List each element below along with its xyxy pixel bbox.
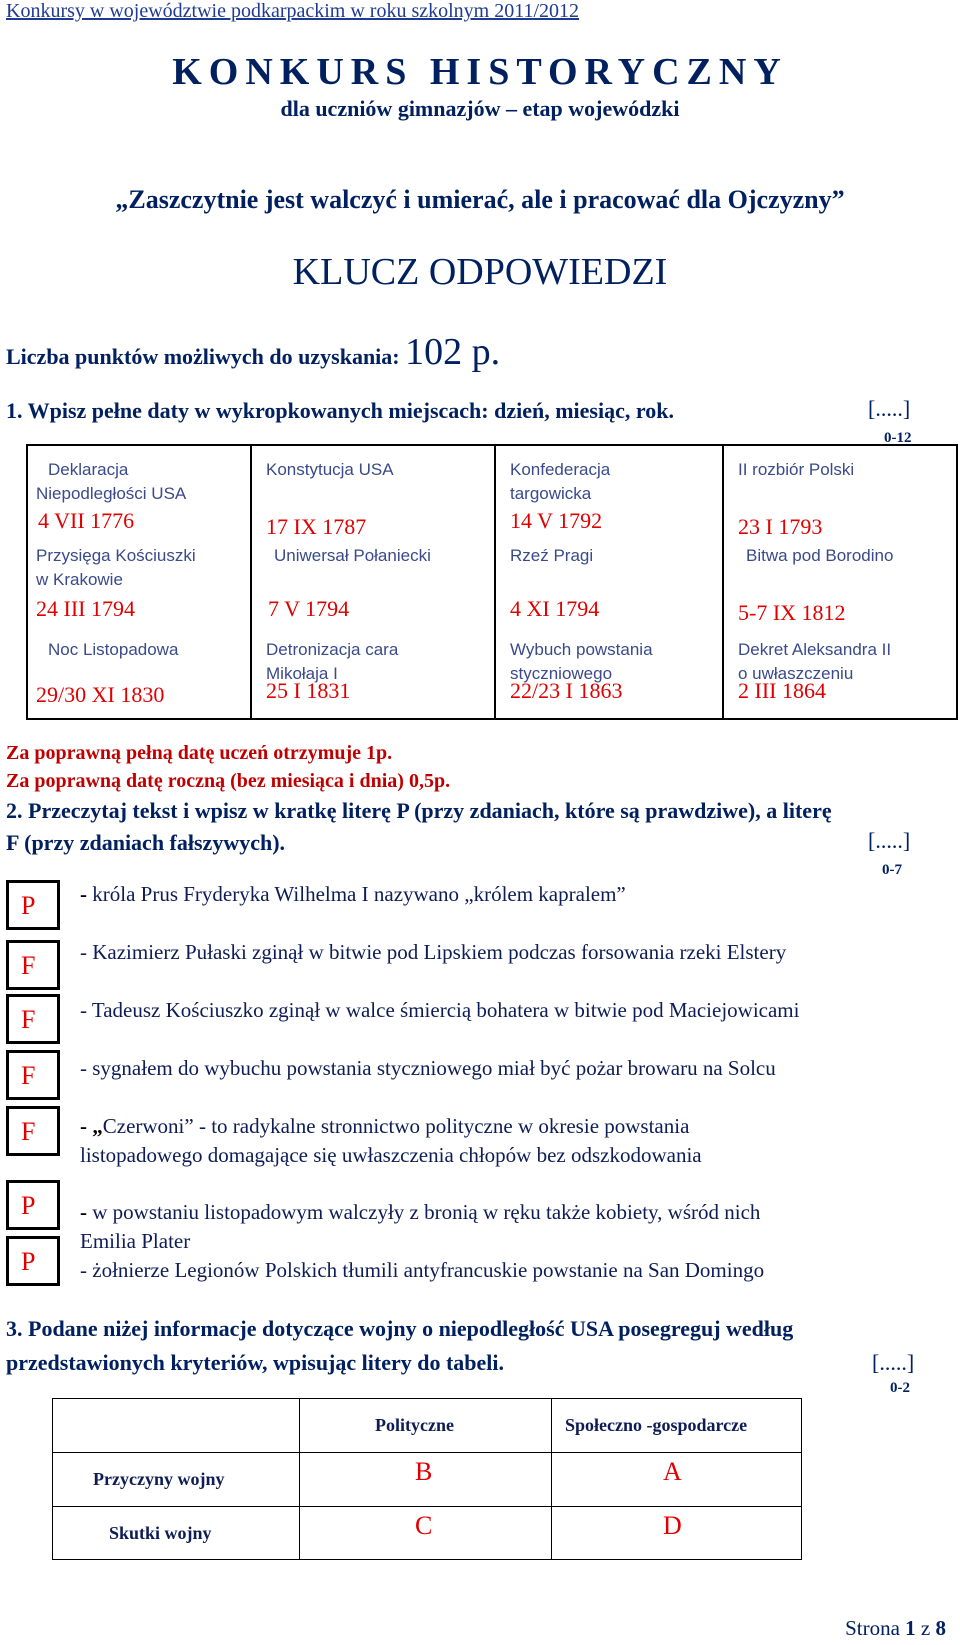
event-label: w Krakowie [36,570,123,589]
answer-box[interactable]: F [6,994,60,1044]
task2-instruction-line1: 2. Przeczytaj tekst i wpisz w kratkę literę P (przy zdaniach, które są prawdziwe), a literę [6,798,832,823]
statement [80,1200,760,1225]
column-header-political: Polityczne [375,1415,454,1435]
statement [80,1114,689,1139]
event-date: 29/30 XI 1830 [36,682,165,707]
statement-dash: - „ [80,1114,103,1138]
scoring-note-1: Za poprawną pełną datę uczeń otrzymuje 1p. [6,742,393,764]
date-cell [36,458,246,533]
event-label: Deklaracja [48,460,129,479]
points-label: Liczba punktów możliwych do uzyskania: [6,344,400,369]
event-label: Dekret Aleksandra II [738,640,892,659]
task2-score-range: 0-7 [882,862,902,878]
event-date: 7 V 1794 [268,596,350,621]
statement-dash: - [80,1200,93,1224]
event-label: II rozbiór Polski [738,460,855,479]
date-cell [36,544,246,621]
event-label: targowicka [510,484,592,503]
answer-box[interactable]: F [6,1050,60,1100]
date-cell [268,544,488,621]
answer-box[interactable]: F [6,1106,60,1156]
page-subtitle: dla uczniów gimnazjów – etap wojewódzki [280,96,680,121]
answer-box[interactable]: F [6,940,60,990]
page-title: KONKURS HISTORYCZNY [172,51,788,93]
event-date: 14 V 1792 [510,508,603,533]
event-date: 5-7 IX 1812 [738,600,846,625]
event-date: 17 IX 1787 [266,514,367,539]
task2-score-box: [.....] [868,828,911,853]
statement: - żołnierze Legionów Polskich tłumili antyfrancuskie powstanie na San Domingo [80,1258,765,1282]
statement-text: w powstaniu listopadowym walczyły z bronią w ręku także kobiety, wśród nich [92,1200,761,1224]
current-page: 1 [905,1616,916,1640]
task3-instruction-line2: przedstawionych kryteriów, wpisując litery do tabeli. [6,1350,505,1375]
event-date: 2 III 1864 [738,678,826,703]
task3-score-range: 0-2 [890,1380,910,1396]
event-date: 24 III 1794 [36,596,135,621]
dates-table [26,444,958,720]
statement [80,882,626,907]
motto: „Zaszczytnie jest walczyć i umierać, ale i pracować dla Ojczyzny” [115,185,845,214]
event-label: styczniowego [510,664,613,683]
answer-box[interactable]: P [6,880,60,930]
event-label: Noc Listopadowa [48,640,179,659]
key-title: KLUCZ ODPOWIEDZI [292,251,668,293]
column-header-social: Społeczno -gospodarcze [565,1415,748,1435]
event-label: Przysięga Kościuszki [36,546,196,565]
date-cell [36,638,246,707]
statement-text: Czerwoni” - to radykalne stronnictwo polityczne w okresie powstania [102,1114,690,1138]
answer-box[interactable]: P [6,1236,60,1286]
task3-instruction-line1: 3. Podane niżej informacje dotyczące wojny o niepodległość USA posegreguj według [6,1316,794,1341]
row-header-causes: Przyczyny wojny [93,1469,225,1489]
row-header-effects: Skutki wojny [109,1523,212,1543]
statement: - Kazimierz Pułaski zginął w bitwie pod Lipskiem podczas forsowania rzeki Elstery [80,940,787,964]
event-date: 22/23 I 1863 [510,678,623,703]
date-cell [266,638,486,703]
date-cell [266,458,486,539]
statement-dash: - [80,882,93,906]
scoring-note-2: Za poprawną datę roczną (bez miesiąca i dnia) 0,5p. [6,770,451,792]
date-cell [738,458,948,539]
event-date: 23 I 1793 [738,514,823,539]
event-label: Detronizacja cara [266,640,399,659]
page-number-mid: z [915,1616,936,1640]
points-value: 102 p. [405,331,501,373]
answer-box[interactable]: P [6,1180,60,1230]
statement-continuation: Emilia Plater [80,1229,191,1253]
statement: - Tadeusz Kościuszko zginął w walce śmiercią bohatera w bitwie pod Maciejowicami [80,998,800,1022]
total-pages: 8 [935,1616,946,1640]
event-label: Wybuch powstania [510,640,653,659]
answer-effects-social[interactable]: D [663,1511,682,1540]
task3-score-box: [.....] [872,1350,915,1375]
event-label: Konstytucja USA [266,460,394,479]
event-label: Niepodległości USA [36,484,187,503]
statement: - sygnałem do wybuchu powstania styczniowego miał być pożar browaru na Solcu [80,1056,776,1080]
event-date: 4 VII 1776 [38,508,135,533]
classification-table [52,1398,802,1560]
event-label: Bitwa pod Borodino [746,546,894,565]
event-date: 4 XI 1794 [510,596,600,621]
event-label: Mikołaja I [266,664,338,683]
page-number [845,1616,946,1641]
task1-instruction: 1. Wpisz pełne daty w wykropkowanych miejscach: dzień, miesiąc, rok. [6,398,674,423]
event-date: 25 I 1831 [266,678,351,703]
answer-effects-political[interactable]: C [415,1511,433,1540]
page-number-prefix: Strona [845,1616,906,1640]
task2-instruction-line2: F (przy zdaniach fałszywych). [6,830,286,855]
event-label: Konfederacja [510,460,611,479]
points-info [6,330,500,374]
answer-causes-political[interactable]: B [415,1457,433,1486]
event-label: Uniwersał Połaniecki [274,546,431,565]
task1-score-box: [.....] [868,396,911,421]
statement-text: króla Prus Fryderyka Wilhelma I nazywano „królem kapralem” [92,882,626,906]
date-cell [738,638,958,703]
event-label: o uwłaszczeniu [738,664,854,683]
date-cell [510,638,720,703]
header-link[interactable]: Konkursy w województwie podkarpackim w roku szkolnym 2011/2012 [6,0,580,22]
statement-continuation: listopadowego domagające się uwłaszczenia chłopów bez odszkodowania [80,1143,702,1167]
event-label: Rzeź Pragi [510,546,594,565]
date-cell [510,458,720,533]
date-cell [738,544,948,625]
task1-score-range: 0-12 [884,430,912,446]
date-cell [510,544,720,621]
answer-causes-social[interactable]: A [663,1457,682,1486]
